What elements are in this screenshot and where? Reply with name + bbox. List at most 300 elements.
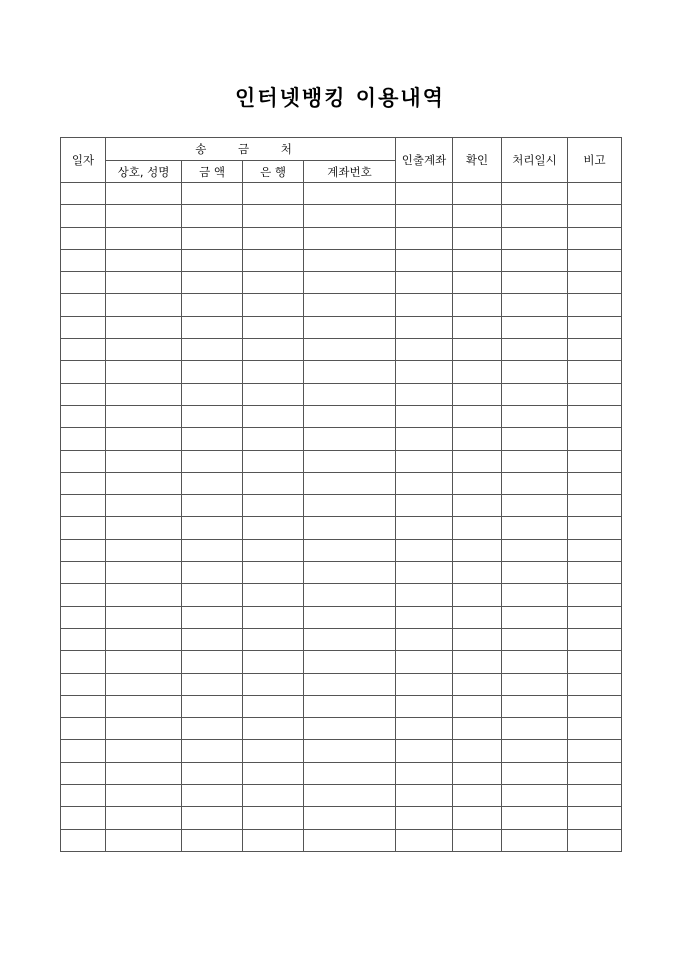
cell-date bbox=[61, 405, 106, 427]
cell-bank bbox=[243, 651, 304, 673]
ledger-body bbox=[61, 183, 622, 852]
cell-remarks bbox=[568, 695, 622, 717]
cell-confirm bbox=[453, 628, 502, 650]
cell-processed-at bbox=[502, 673, 568, 695]
cell-account-no bbox=[304, 339, 396, 361]
cell-bank bbox=[243, 539, 304, 561]
cell-withdraw-account bbox=[396, 829, 453, 851]
cell-remarks bbox=[568, 651, 622, 673]
cell-confirm bbox=[453, 361, 502, 383]
cell-amount bbox=[182, 785, 243, 807]
table-row bbox=[61, 673, 622, 695]
internet-banking-ledger-table bbox=[60, 137, 622, 852]
cell-remarks bbox=[568, 517, 622, 539]
cell-account-no bbox=[304, 294, 396, 316]
cell-name bbox=[106, 227, 182, 249]
table-row bbox=[61, 316, 622, 338]
cell-amount bbox=[182, 807, 243, 829]
cell-bank bbox=[243, 785, 304, 807]
cell-account-no bbox=[304, 807, 396, 829]
table-row bbox=[61, 562, 622, 584]
cell-amount bbox=[182, 472, 243, 494]
cell-confirm bbox=[453, 829, 502, 851]
cell-date bbox=[61, 606, 106, 628]
table-row bbox=[61, 205, 622, 227]
cell-name bbox=[106, 249, 182, 271]
cell-processed-at bbox=[502, 405, 568, 427]
cell-processed-at bbox=[502, 472, 568, 494]
cell-name bbox=[106, 718, 182, 740]
cell-remarks bbox=[568, 428, 622, 450]
cell-name bbox=[106, 539, 182, 561]
cell-date bbox=[61, 249, 106, 271]
cell-account-no bbox=[304, 829, 396, 851]
cell-withdraw-account bbox=[396, 272, 453, 294]
cell-bank bbox=[243, 272, 304, 294]
cell-processed-at bbox=[502, 628, 568, 650]
cell-confirm bbox=[453, 606, 502, 628]
cell-remarks bbox=[568, 718, 622, 740]
cell-amount bbox=[182, 740, 243, 762]
cell-bank bbox=[243, 762, 304, 784]
cell-remarks bbox=[568, 539, 622, 561]
header-withdraw-account: 인출계좌 bbox=[396, 138, 453, 183]
table-row bbox=[61, 361, 622, 383]
cell-amount bbox=[182, 606, 243, 628]
cell-withdraw-account bbox=[396, 205, 453, 227]
cell-amount bbox=[182, 628, 243, 650]
cell-account-no bbox=[304, 539, 396, 561]
table-row bbox=[61, 718, 622, 740]
cell-date bbox=[61, 539, 106, 561]
cell-remarks bbox=[568, 183, 622, 205]
cell-date bbox=[61, 450, 106, 472]
cell-account-no bbox=[304, 272, 396, 294]
cell-processed-at bbox=[502, 562, 568, 584]
cell-amount bbox=[182, 651, 243, 673]
cell-amount bbox=[182, 450, 243, 472]
cell-processed-at bbox=[502, 316, 568, 338]
cell-withdraw-account bbox=[396, 361, 453, 383]
cell-amount bbox=[182, 183, 243, 205]
cell-confirm bbox=[453, 762, 502, 784]
cell-date bbox=[61, 316, 106, 338]
cell-amount bbox=[182, 718, 243, 740]
cell-remarks bbox=[568, 762, 622, 784]
cell-name bbox=[106, 450, 182, 472]
cell-bank bbox=[243, 227, 304, 249]
cell-name bbox=[106, 405, 182, 427]
cell-name bbox=[106, 740, 182, 762]
cell-processed-at bbox=[502, 718, 568, 740]
cell-name bbox=[106, 606, 182, 628]
cell-account-no bbox=[304, 562, 396, 584]
cell-bank bbox=[243, 673, 304, 695]
cell-amount bbox=[182, 294, 243, 316]
cell-bank bbox=[243, 249, 304, 271]
cell-amount bbox=[182, 361, 243, 383]
cell-confirm bbox=[453, 405, 502, 427]
cell-date bbox=[61, 361, 106, 383]
cell-withdraw-account bbox=[396, 628, 453, 650]
cell-name bbox=[106, 762, 182, 784]
cell-bank bbox=[243, 584, 304, 606]
cell-withdraw-account bbox=[396, 807, 453, 829]
cell-processed-at bbox=[502, 249, 568, 271]
cell-account-no bbox=[304, 227, 396, 249]
cell-withdraw-account bbox=[396, 428, 453, 450]
table-row bbox=[61, 606, 622, 628]
header-name: 상호, 성명 bbox=[106, 161, 182, 183]
table-row bbox=[61, 495, 622, 517]
cell-account-no bbox=[304, 606, 396, 628]
cell-name bbox=[106, 517, 182, 539]
cell-amount bbox=[182, 673, 243, 695]
cell-remarks bbox=[568, 316, 622, 338]
cell-remarks bbox=[568, 227, 622, 249]
cell-amount bbox=[182, 249, 243, 271]
cell-date bbox=[61, 227, 106, 249]
cell-confirm bbox=[453, 294, 502, 316]
cell-amount bbox=[182, 517, 243, 539]
cell-confirm bbox=[453, 450, 502, 472]
cell-amount bbox=[182, 829, 243, 851]
cell-bank bbox=[243, 495, 304, 517]
table-row bbox=[61, 227, 622, 249]
cell-remarks bbox=[568, 339, 622, 361]
cell-bank bbox=[243, 562, 304, 584]
header-recipient-group: 송 금 처 bbox=[106, 138, 396, 161]
cell-bank bbox=[243, 718, 304, 740]
cell-date bbox=[61, 785, 106, 807]
cell-name bbox=[106, 562, 182, 584]
cell-confirm bbox=[453, 472, 502, 494]
cell-processed-at bbox=[502, 539, 568, 561]
cell-confirm bbox=[453, 383, 502, 405]
cell-confirm bbox=[453, 205, 502, 227]
cell-withdraw-account bbox=[396, 495, 453, 517]
cell-account-no bbox=[304, 472, 396, 494]
cell-account-no bbox=[304, 718, 396, 740]
cell-amount bbox=[182, 383, 243, 405]
cell-account-no bbox=[304, 316, 396, 338]
cell-withdraw-account bbox=[396, 673, 453, 695]
cell-name bbox=[106, 695, 182, 717]
cell-date bbox=[61, 584, 106, 606]
cell-processed-at bbox=[502, 339, 568, 361]
cell-amount bbox=[182, 428, 243, 450]
cell-remarks bbox=[568, 249, 622, 271]
cell-confirm bbox=[453, 718, 502, 740]
cell-account-no bbox=[304, 495, 396, 517]
cell-bank bbox=[243, 472, 304, 494]
cell-bank bbox=[243, 450, 304, 472]
cell-remarks bbox=[568, 294, 622, 316]
cell-confirm bbox=[453, 562, 502, 584]
cell-amount bbox=[182, 227, 243, 249]
cell-processed-at bbox=[502, 450, 568, 472]
header-bank: 은 행 bbox=[243, 161, 304, 183]
cell-name bbox=[106, 339, 182, 361]
cell-date bbox=[61, 740, 106, 762]
cell-processed-at bbox=[502, 829, 568, 851]
cell-name bbox=[106, 673, 182, 695]
cell-remarks bbox=[568, 205, 622, 227]
cell-account-no bbox=[304, 785, 396, 807]
cell-processed-at bbox=[502, 294, 568, 316]
table-row bbox=[61, 428, 622, 450]
table-row bbox=[61, 249, 622, 271]
cell-remarks bbox=[568, 472, 622, 494]
cell-name bbox=[106, 495, 182, 517]
table-row bbox=[61, 272, 622, 294]
cell-withdraw-account bbox=[396, 762, 453, 784]
cell-remarks bbox=[568, 673, 622, 695]
table-row bbox=[61, 785, 622, 807]
cell-withdraw-account bbox=[396, 539, 453, 561]
cell-processed-at bbox=[502, 584, 568, 606]
cell-date bbox=[61, 383, 106, 405]
cell-confirm bbox=[453, 807, 502, 829]
cell-amount bbox=[182, 405, 243, 427]
cell-bank bbox=[243, 294, 304, 316]
cell-account-no bbox=[304, 361, 396, 383]
cell-bank bbox=[243, 606, 304, 628]
cell-remarks bbox=[568, 405, 622, 427]
cell-withdraw-account bbox=[396, 405, 453, 427]
cell-name bbox=[106, 361, 182, 383]
cell-remarks bbox=[568, 785, 622, 807]
cell-bank bbox=[243, 695, 304, 717]
cell-bank bbox=[243, 428, 304, 450]
cell-account-no bbox=[304, 762, 396, 784]
cell-date bbox=[61, 495, 106, 517]
cell-processed-at bbox=[502, 785, 568, 807]
cell-date bbox=[61, 294, 106, 316]
cell-confirm bbox=[453, 651, 502, 673]
header-processed-at: 처리일시 bbox=[502, 138, 568, 183]
cell-name bbox=[106, 428, 182, 450]
cell-remarks bbox=[568, 272, 622, 294]
cell-name bbox=[106, 651, 182, 673]
cell-processed-at bbox=[502, 361, 568, 383]
cell-bank bbox=[243, 829, 304, 851]
cell-remarks bbox=[568, 807, 622, 829]
cell-confirm bbox=[453, 517, 502, 539]
cell-account-no bbox=[304, 584, 396, 606]
table-row bbox=[61, 695, 622, 717]
cell-date bbox=[61, 517, 106, 539]
cell-confirm bbox=[453, 495, 502, 517]
cell-account-no bbox=[304, 651, 396, 673]
cell-name bbox=[106, 628, 182, 650]
cell-name bbox=[106, 383, 182, 405]
cell-withdraw-account bbox=[396, 562, 453, 584]
cell-processed-at bbox=[502, 272, 568, 294]
cell-amount bbox=[182, 584, 243, 606]
cell-account-no bbox=[304, 628, 396, 650]
cell-date bbox=[61, 428, 106, 450]
table-row bbox=[61, 383, 622, 405]
cell-date bbox=[61, 472, 106, 494]
cell-confirm bbox=[453, 673, 502, 695]
cell-amount bbox=[182, 539, 243, 561]
cell-bank bbox=[243, 361, 304, 383]
cell-remarks bbox=[568, 562, 622, 584]
cell-withdraw-account bbox=[396, 695, 453, 717]
cell-account-no bbox=[304, 428, 396, 450]
page-title: 인터넷뱅킹 이용내역 bbox=[235, 85, 445, 110]
cell-amount bbox=[182, 495, 243, 517]
cell-remarks bbox=[568, 450, 622, 472]
cell-name bbox=[106, 294, 182, 316]
cell-account-no bbox=[304, 740, 396, 762]
cell-date bbox=[61, 762, 106, 784]
cell-name bbox=[106, 183, 182, 205]
cell-date bbox=[61, 628, 106, 650]
table-row bbox=[61, 628, 622, 650]
table-row bbox=[61, 472, 622, 494]
cell-processed-at bbox=[502, 183, 568, 205]
cell-name bbox=[106, 807, 182, 829]
cell-confirm bbox=[453, 740, 502, 762]
cell-withdraw-account bbox=[396, 740, 453, 762]
cell-amount bbox=[182, 316, 243, 338]
cell-processed-at bbox=[502, 495, 568, 517]
cell-processed-at bbox=[502, 740, 568, 762]
cell-processed-at bbox=[502, 606, 568, 628]
cell-name bbox=[106, 785, 182, 807]
cell-account-no bbox=[304, 405, 396, 427]
header-remarks: 비고 bbox=[568, 138, 622, 183]
table-row bbox=[61, 740, 622, 762]
cell-date bbox=[61, 651, 106, 673]
cell-remarks bbox=[568, 584, 622, 606]
table-row bbox=[61, 807, 622, 829]
cell-processed-at bbox=[502, 383, 568, 405]
cell-date bbox=[61, 829, 106, 851]
cell-confirm bbox=[453, 695, 502, 717]
table-row bbox=[61, 539, 622, 561]
cell-date bbox=[61, 205, 106, 227]
cell-withdraw-account bbox=[396, 450, 453, 472]
cell-bank bbox=[243, 628, 304, 650]
table-row bbox=[61, 183, 622, 205]
cell-amount bbox=[182, 339, 243, 361]
cell-processed-at bbox=[502, 807, 568, 829]
cell-bank bbox=[243, 405, 304, 427]
cell-date bbox=[61, 807, 106, 829]
cell-remarks bbox=[568, 495, 622, 517]
cell-withdraw-account bbox=[396, 316, 453, 338]
cell-date bbox=[61, 718, 106, 740]
table-row bbox=[61, 762, 622, 784]
cell-account-no bbox=[304, 517, 396, 539]
cell-name bbox=[106, 272, 182, 294]
table-row bbox=[61, 294, 622, 316]
cell-name bbox=[106, 829, 182, 851]
cell-date bbox=[61, 339, 106, 361]
header-date: 일자 bbox=[61, 138, 106, 183]
cell-confirm bbox=[453, 785, 502, 807]
cell-date bbox=[61, 673, 106, 695]
cell-date bbox=[61, 272, 106, 294]
cell-name bbox=[106, 472, 182, 494]
cell-name bbox=[106, 584, 182, 606]
cell-withdraw-account bbox=[396, 718, 453, 740]
cell-amount bbox=[182, 272, 243, 294]
table-row bbox=[61, 517, 622, 539]
cell-withdraw-account bbox=[396, 339, 453, 361]
cell-bank bbox=[243, 383, 304, 405]
cell-confirm bbox=[453, 428, 502, 450]
table-row bbox=[61, 651, 622, 673]
cell-withdraw-account bbox=[396, 183, 453, 205]
cell-withdraw-account bbox=[396, 472, 453, 494]
cell-withdraw-account bbox=[396, 227, 453, 249]
cell-account-no bbox=[304, 673, 396, 695]
cell-processed-at bbox=[502, 762, 568, 784]
cell-withdraw-account bbox=[396, 651, 453, 673]
header-account-no: 계좌번호 bbox=[304, 161, 396, 183]
cell-date bbox=[61, 183, 106, 205]
cell-remarks bbox=[568, 383, 622, 405]
cell-processed-at bbox=[502, 428, 568, 450]
cell-processed-at bbox=[502, 651, 568, 673]
cell-account-no bbox=[304, 183, 396, 205]
cell-remarks bbox=[568, 628, 622, 650]
cell-bank bbox=[243, 517, 304, 539]
cell-withdraw-account bbox=[396, 383, 453, 405]
cell-withdraw-account bbox=[396, 294, 453, 316]
cell-confirm bbox=[453, 227, 502, 249]
table-row bbox=[61, 450, 622, 472]
cell-confirm bbox=[453, 249, 502, 271]
cell-confirm bbox=[453, 339, 502, 361]
cell-processed-at bbox=[502, 205, 568, 227]
cell-bank bbox=[243, 807, 304, 829]
cell-amount bbox=[182, 695, 243, 717]
cell-processed-at bbox=[502, 695, 568, 717]
cell-account-no bbox=[304, 383, 396, 405]
cell-confirm bbox=[453, 584, 502, 606]
cell-amount bbox=[182, 205, 243, 227]
cell-confirm bbox=[453, 539, 502, 561]
cell-processed-at bbox=[502, 517, 568, 539]
table-row bbox=[61, 405, 622, 427]
cell-bank bbox=[243, 316, 304, 338]
cell-confirm bbox=[453, 183, 502, 205]
cell-confirm bbox=[453, 272, 502, 294]
cell-amount bbox=[182, 762, 243, 784]
cell-withdraw-account bbox=[396, 517, 453, 539]
cell-account-no bbox=[304, 249, 396, 271]
cell-withdraw-account bbox=[396, 584, 453, 606]
cell-bank bbox=[243, 183, 304, 205]
cell-withdraw-account bbox=[396, 249, 453, 271]
cell-account-no bbox=[304, 205, 396, 227]
cell-date bbox=[61, 695, 106, 717]
cell-withdraw-account bbox=[396, 785, 453, 807]
cell-amount bbox=[182, 562, 243, 584]
cell-account-no bbox=[304, 450, 396, 472]
cell-name bbox=[106, 316, 182, 338]
cell-account-no bbox=[304, 695, 396, 717]
cell-confirm bbox=[453, 316, 502, 338]
header-confirm: 확인 bbox=[453, 138, 502, 183]
cell-date bbox=[61, 562, 106, 584]
cell-processed-at bbox=[502, 227, 568, 249]
